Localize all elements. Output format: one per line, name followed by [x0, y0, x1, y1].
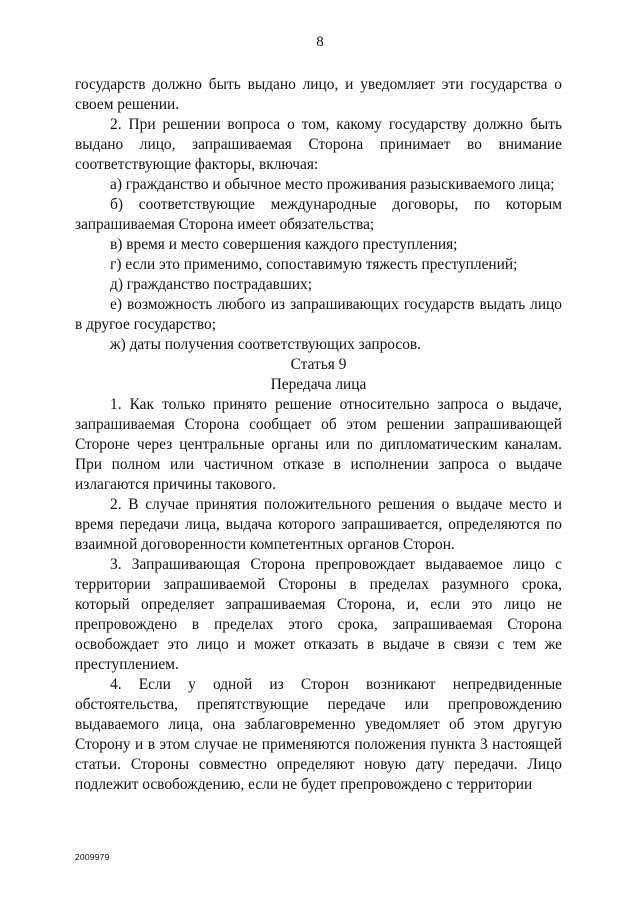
- page-number: 8: [316, 34, 324, 50]
- article-paragraph-4: 4. Если у одной из Сторон возникают непредвиденные обстоятельства, препятствующие передаче или препровождению выдаваемого лица, она заблаговременно уведомляет об этом другую Сторону и в этом случае не применяются положения пункта 3 настоящей статьи. Стороны совместно определяют новую дату передачи. Лицо подлежит освобождению, если не будет препровождено с территории: [75, 676, 562, 793]
- list-item-b: б) соответствующие международные договоры, по которым запрашиваемая Сторона имеет обязательства;: [75, 196, 562, 233]
- list-item-a: а) гражданство и обычное место проживания разыскиваемого лица;: [110, 176, 555, 193]
- document-body: [75, 75, 562, 795]
- document-code: 2009979: [75, 852, 110, 862]
- article-paragraph-3: 3. Запрашивающая Сторона препровождает выдаваемое лицо с территории запрашиваемой Стороны в пределах разумного срока, который определяет запрашиваемая Сторона, и, если это лицо не препровождено в пределах этого срока, запрашиваемая Сторона освобождает это лицо и может отказать в выдаче в связи с тем же преступлением.: [75, 556, 562, 673]
- paragraph-2-intro: 2. При решении вопроса о том, какому государству должно быть выдано лицо, запрашиваемая Сторона принимает во внимание соответствующие факторы, включая:: [75, 116, 562, 173]
- list-item-d: д) гражданство пострадавших;: [110, 276, 313, 293]
- list-item-g: г) если это применимо, сопоставимую тяжесть преступлений;: [110, 256, 518, 273]
- article-paragraph-1: 1. Как только принято решение относительно запроса о выдаче, запрашиваемая Сторона сообщает об этом решении запрашивающей Стороне через центральные органы или по дипломатическим каналам. При полном или частичном отказе в исполнении запроса о выдаче излагаются причины такового.: [75, 396, 562, 493]
- list-item-e: е) возможность любого из запрашивающих государств выдать лицо в другое государство;: [75, 296, 562, 333]
- article-title: Передача лица: [270, 376, 367, 393]
- lead-paragraph: государств должно быть выдано лицо, и уведомляет эти государства о своем решении.: [75, 76, 562, 113]
- article-number: Статья 9: [290, 356, 347, 373]
- list-item-v: в) время и место совершения каждого преступления;: [110, 236, 458, 253]
- article-paragraph-2: 2. В случае принятия положительного решения о выдаче место и время передачи лица, выдача которого запрашивается, определяются по взаимной договоренности компетентных органов Сторон.: [75, 496, 562, 553]
- list-item-zh: ж) даты получения соответствующих запросов.: [110, 336, 422, 353]
